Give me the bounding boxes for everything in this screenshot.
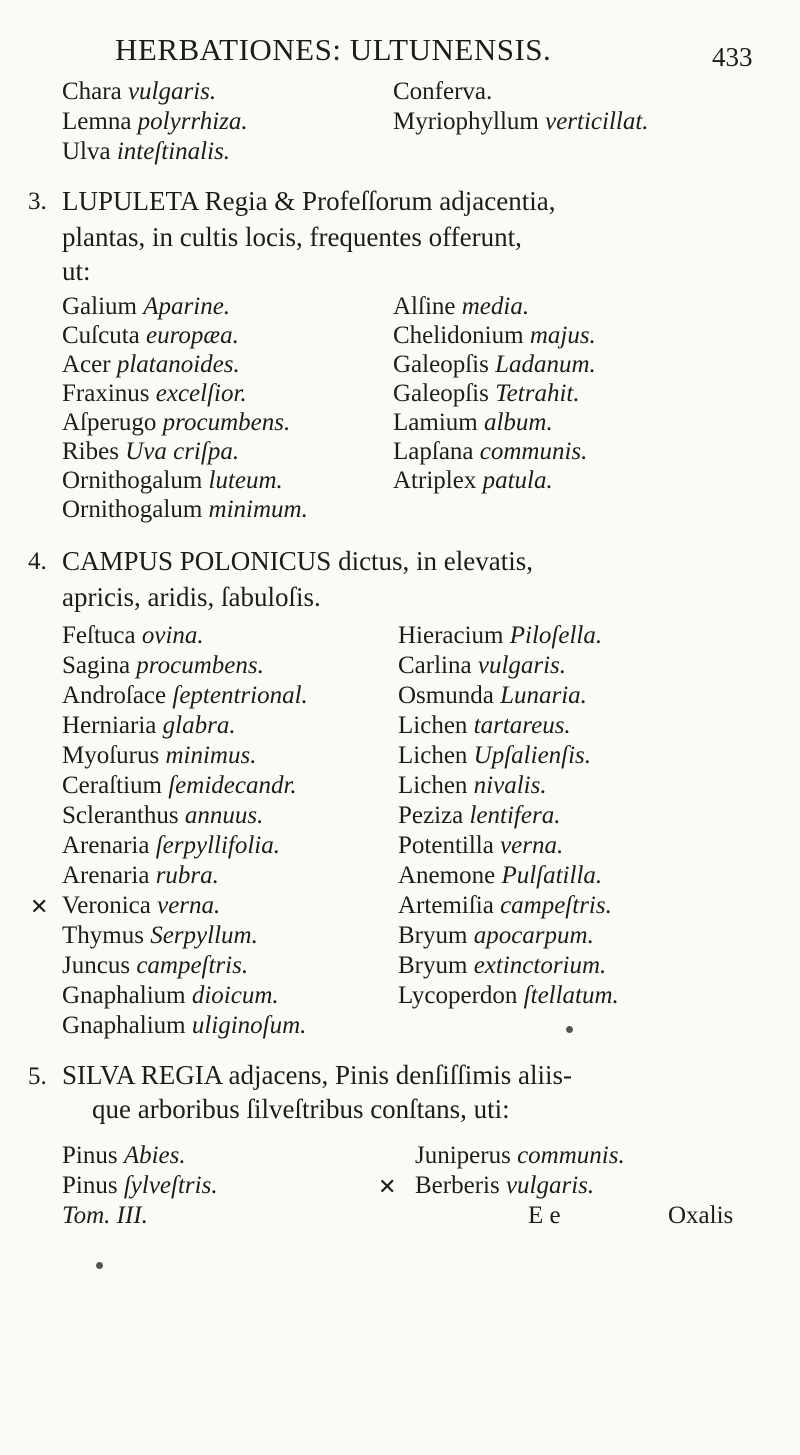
section-text: ut: bbox=[62, 256, 91, 286]
list-item: Chara vulgaris. bbox=[62, 78, 217, 105]
list-item: Myriophyllum verticillat. bbox=[393, 108, 649, 135]
section-text: plantas, in cultis locis, frequentes offerunt, bbox=[62, 222, 522, 252]
list-item: Gnaphalium dioicum. bbox=[62, 982, 279, 1009]
list-item: Juniperus communis. bbox=[415, 1142, 625, 1169]
list-item: Lycoperdon ſtellatum. bbox=[398, 982, 619, 1009]
list-item: Thymus Serpyllum. bbox=[62, 922, 258, 949]
section-text: que arboribus ſilveſtribus conſtans, uti: bbox=[92, 1094, 510, 1124]
list-item: Aſperugo procumbens. bbox=[62, 409, 291, 436]
list-item: Gnaphalium uliginoſum. bbox=[62, 1012, 307, 1039]
ink-speck bbox=[96, 1262, 103, 1269]
list-item: Anemone Pulſatilla. bbox=[398, 862, 603, 889]
list-item: Galium Aparine. bbox=[62, 293, 231, 320]
list-item: Cuſcuta europæa. bbox=[62, 322, 239, 349]
list-item: Alſine media. bbox=[393, 293, 530, 320]
list-item: Berberis vulgaris. bbox=[415, 1172, 595, 1199]
list-item: Ceraſtium ſemidecandr. bbox=[62, 772, 297, 799]
list-item: Chelidonium majus. bbox=[393, 322, 596, 349]
list-item: Sagina procumbens. bbox=[62, 652, 264, 679]
list-item: Bryum extinctorium. bbox=[398, 952, 607, 979]
list-item: Veronica verna. bbox=[62, 892, 221, 919]
section-heading: SILVA REGIA adjacens, Pinis denſiſſimis aliis- bbox=[62, 1060, 573, 1090]
section-heading: CAMPUS POLONICUS dictus, in elevatis, bbox=[62, 546, 534, 576]
section-heading: LUPULETA Regia & Profeſſorum adjacentia, bbox=[62, 186, 556, 216]
list-item: Fraxinus excelſior. bbox=[62, 380, 247, 407]
list-item: Ornithogalum minimum. bbox=[62, 496, 308, 523]
page-header bbox=[0, 22, 800, 72]
signature-mark: E e bbox=[528, 1202, 561, 1229]
list-item: Feſtuca ovina. bbox=[62, 622, 204, 649]
list-item: Ribes Uva criſpa. bbox=[62, 438, 240, 465]
page-number: 433 bbox=[712, 42, 753, 72]
list-item: Lapſana communis. bbox=[393, 438, 588, 465]
section-text: apricis, aridis, ſabuloſis. bbox=[62, 582, 321, 612]
list-item: Potentilla verna. bbox=[398, 832, 564, 859]
list-item: Ornithogalum luteum. bbox=[62, 467, 283, 494]
list-item: Arenaria rubra. bbox=[62, 862, 219, 889]
section-number: 4. bbox=[28, 548, 47, 575]
list-item: Hieracium Piloſella. bbox=[398, 622, 603, 649]
list-item: Osmunda Lunaria. bbox=[398, 682, 587, 709]
list-item: Galeopſis Ladanum. bbox=[393, 351, 596, 378]
list-item: Artemiſia campeſtris. bbox=[398, 892, 612, 919]
list-item: Lemna polyrrhiza. bbox=[62, 108, 248, 135]
running-title: HERBATIONES: ULTUNENSIS. bbox=[115, 32, 552, 67]
ink-speck bbox=[566, 1026, 573, 1033]
list-item: Lichen Upſalienſis. bbox=[398, 742, 592, 769]
margin-cross-mark: ✕ bbox=[378, 1174, 397, 1199]
list-item: Herniaria glabra. bbox=[62, 712, 236, 739]
list-item: Myoſurus minimus. bbox=[62, 742, 257, 769]
list-item: Acer platanoides. bbox=[62, 351, 240, 378]
list-item: Pinus Abies. bbox=[62, 1142, 186, 1169]
volume-marker: Tom. III. bbox=[62, 1202, 148, 1229]
list-item: Arenaria ſerpyllifolia. bbox=[62, 832, 280, 859]
list-item: Galeopſis Tetrahit. bbox=[393, 380, 580, 407]
list-item: Androſace ſeptentrional. bbox=[62, 682, 308, 709]
list-item: Lichen tartareus. bbox=[398, 712, 571, 739]
list-item: Scleranthus annuus. bbox=[62, 802, 264, 829]
list-item: Lichen nivalis. bbox=[398, 772, 547, 799]
list-item: Atriplex patula. bbox=[393, 467, 553, 494]
list-item: Pinus ſylveſtris. bbox=[62, 1172, 218, 1199]
section-number: 5. bbox=[28, 1063, 47, 1090]
list-item: Ulva inteſtinalis. bbox=[62, 138, 231, 165]
section-number: 3. bbox=[28, 188, 47, 215]
margin-cross-mark: ✕ bbox=[30, 894, 49, 919]
list-item: Conferva. bbox=[393, 78, 493, 105]
list-item: Bryum apocarpum. bbox=[398, 922, 594, 949]
list-item: Carlina vulgaris. bbox=[398, 652, 567, 679]
list-item: Lamium album. bbox=[393, 409, 553, 436]
list-item: Peziza lentifera. bbox=[398, 802, 561, 829]
list-item: Juncus campeſtris. bbox=[62, 952, 249, 979]
catchword: Oxalis bbox=[668, 1202, 734, 1229]
